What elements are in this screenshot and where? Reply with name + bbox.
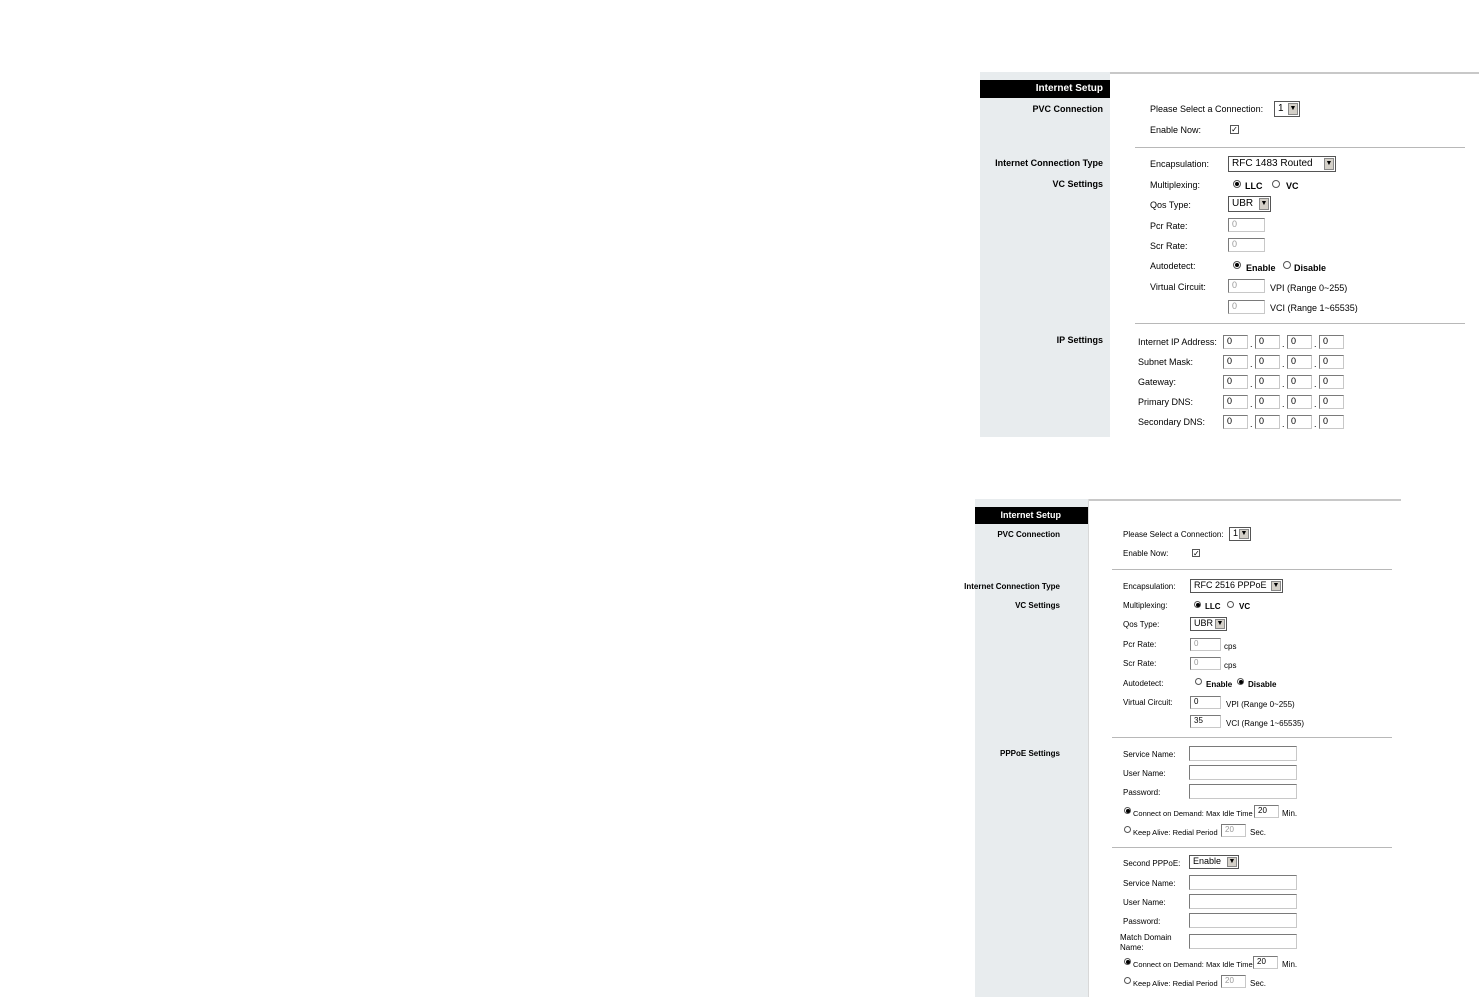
ip-octet-separator: . [1282, 379, 1285, 389]
autodetect-disable-radio[interactable] [1237, 678, 1244, 685]
virtual-circuit-label: Virtual Circuit: [1123, 698, 1173, 707]
max-idle-min-label: Min. [1282, 809, 1298, 818]
pcr-rate-label: Pcr Rate: [1150, 221, 1188, 231]
sidebar [980, 72, 1110, 437]
enable-now-label: Enable Now: [1150, 125, 1202, 135]
vc-radio[interactable] [1227, 601, 1234, 608]
pcr-rate-input[interactable]: 0 [1190, 638, 1221, 651]
ip-octet-separator: . [1314, 399, 1317, 409]
vc-label: VC [1239, 602, 1251, 611]
autodetect-label: Autodetect: [1150, 261, 1196, 271]
connection-value: 1 [1278, 103, 1284, 114]
sidebar-pvc-connection: PVC Connection [1032, 104, 1103, 114]
vci-input[interactable]: 0 [1228, 300, 1265, 314]
qos-type-value: UBR [1194, 618, 1214, 628]
second-pppoe-label: Second PPPoE: [1123, 859, 1181, 868]
enable-now-label: Enable Now: [1123, 549, 1169, 558]
autodetect-disable-label: Disable [1248, 680, 1277, 689]
ip-octet-separator: . [1250, 379, 1253, 389]
service-name2-label: Service Name: [1123, 879, 1176, 888]
ip-row-label: Gateway: [1138, 377, 1177, 387]
divider [1135, 147, 1465, 148]
ip-octet-input[interactable]: 0 [1319, 395, 1344, 409]
ip-octet-separator: . [1314, 359, 1317, 369]
user-name2-label: User Name: [1123, 898, 1166, 907]
top-border [1089, 499, 1401, 501]
qos-type-select[interactable] [1190, 617, 1227, 631]
second-pppoe-select[interactable] [1189, 855, 1239, 869]
vpi-input[interactable]: 0 [1190, 696, 1221, 709]
autodetect-disable-radio[interactable] [1283, 261, 1291, 269]
sidebar-internet-connection-type: Internet Connection Type [995, 158, 1103, 168]
top-border [1110, 72, 1479, 74]
divider [1112, 737, 1392, 738]
ip-octet-separator: . [1282, 359, 1285, 369]
ip-row-label: Internet IP Address: [1138, 337, 1217, 347]
keep-alive2-label: Keep Alive: Redial Period [1133, 979, 1218, 988]
user-name2-input[interactable] [1189, 894, 1297, 909]
divider [1112, 847, 1392, 848]
ip-octet-input[interactable]: 0 [1223, 395, 1248, 409]
ip-octet-input[interactable]: 0 [1287, 355, 1312, 369]
second-pppoe-value: Enable [1193, 856, 1222, 866]
redial-period2-input[interactable]: 20 [1221, 975, 1246, 988]
chevron-down-icon: ▼ [1228, 858, 1236, 865]
scr-rate-label: Scr Rate: [1123, 659, 1157, 668]
keep-alive2-radio[interactable] [1124, 977, 1131, 984]
ip-octet-input[interactable]: 0 [1255, 335, 1280, 349]
ip-octet-input[interactable]: 0 [1255, 375, 1280, 389]
ip-row-label: Secondary DNS: [1138, 417, 1206, 427]
chevron-down-icon: ▼ [1240, 530, 1248, 537]
chevron-down-icon: ▼ [1272, 582, 1280, 589]
sidebar-ip-settings: IP Settings [1056, 335, 1103, 345]
service-name2-input[interactable] [1189, 875, 1297, 890]
ip-row-label: Subnet Mask: [1138, 357, 1194, 367]
select-connection-label: Please Select a Connection: [1150, 104, 1264, 114]
ip-octet-separator: . [1250, 419, 1253, 429]
ip-octet-input[interactable]: 0 [1255, 355, 1280, 369]
vc-label: VC [1286, 181, 1299, 191]
ip-octet-separator: . [1250, 339, 1253, 349]
service-name-input[interactable] [1189, 746, 1297, 761]
divider [1135, 323, 1465, 324]
redial2-sec-label: Sec. [1250, 979, 1267, 988]
service-name-label: Service Name: [1123, 750, 1176, 759]
ip-octet-separator: . [1250, 399, 1253, 409]
ip-octet-separator: . [1314, 339, 1317, 349]
ip-octet-input[interactable]: 0 [1223, 415, 1248, 429]
chevron-down-icon: ▼ [1216, 620, 1224, 627]
ip-octet-separator: . [1282, 399, 1285, 409]
ip-octet-separator: . [1314, 419, 1317, 429]
encapsulation-select[interactable] [1228, 156, 1336, 172]
sidebar-title: Internet Setup [975, 507, 1088, 524]
password-input[interactable] [1189, 784, 1297, 799]
match-domain-input[interactable] [1189, 934, 1297, 949]
ip-octet-input[interactable]: 0 [1287, 335, 1312, 349]
ip-octet-input[interactable]: 0 [1255, 415, 1280, 429]
sidebar-vc-settings: VC Settings [1015, 601, 1060, 610]
vpi-range-label: VPI (Range 0~255) [1226, 700, 1295, 709]
sidebar [964, 499, 1088, 997]
scr-rate-input[interactable]: 0 [1190, 657, 1221, 670]
qos-type-select[interactable] [1228, 196, 1271, 212]
encapsulation-value: RFC 1483 Routed [1232, 158, 1313, 169]
ip-octet-input[interactable]: 0 [1287, 395, 1312, 409]
llc-radio[interactable] [1233, 180, 1241, 188]
ip-octet-input[interactable]: 0 [1223, 355, 1248, 369]
redial-sec-label: Sec. [1250, 828, 1267, 837]
max-idle2-min-label: Min. [1282, 960, 1298, 969]
connect-on-demand-label: Connect on Demand: Max Idle Time [1133, 809, 1253, 818]
encapsulation-label: Encapsulation: [1150, 159, 1210, 169]
keep-alive-radio[interactable] [1124, 826, 1131, 833]
llc-label: LLC [1205, 602, 1221, 611]
user-name-input[interactable] [1189, 765, 1297, 780]
ip-octet-input[interactable]: 0 [1287, 375, 1312, 389]
pcr-rate-label: Pcr Rate: [1123, 640, 1157, 649]
connection-value: 1 [1233, 528, 1239, 538]
panel-rfc1483 [980, 72, 1479, 437]
sidebar-internet-connection-type: Internet Connection Type [964, 582, 1060, 591]
qos-type-value: UBR [1232, 198, 1254, 209]
ip-octet-input[interactable]: 0 [1223, 375, 1248, 389]
ip-octet-input[interactable]: 0 [1255, 395, 1280, 409]
vc-radio[interactable] [1272, 180, 1280, 188]
max-idle-time-input[interactable]: 20 [1254, 805, 1279, 818]
divider [1112, 569, 1392, 570]
multiplexing-label: Multiplexing: [1123, 601, 1168, 610]
ip-octet-input[interactable]: 0 [1319, 415, 1344, 429]
virtual-circuit-label: Virtual Circuit: [1150, 282, 1206, 292]
redial-period-input[interactable]: 20 [1221, 824, 1246, 837]
ip-octet-input[interactable]: 0 [1319, 335, 1344, 349]
connect-on-demand-radio[interactable] [1124, 807, 1131, 814]
ip-octet-separator: . [1314, 379, 1317, 389]
select-connection-label: Please Select a Connection: [1123, 530, 1224, 539]
scr-rate-label: Scr Rate: [1150, 241, 1188, 251]
chevron-down-icon: ▼ [1259, 198, 1269, 210]
autodetect-enable-radio[interactable] [1195, 678, 1202, 685]
qos-type-label: Qos Type: [1150, 200, 1191, 210]
match-domain-label: Match Domain Name: [1120, 933, 1172, 952]
llc-label: LLC [1245, 181, 1263, 191]
connection-select[interactable] [1229, 527, 1251, 541]
chevron-down-icon: ▼ [1288, 103, 1298, 115]
ip-row-label: Primary DNS: [1138, 397, 1194, 407]
ip-octet-separator: . [1250, 359, 1253, 369]
vpi-range-label: VPI (Range 0~255) [1270, 283, 1348, 293]
autodetect-label: Autodetect: [1123, 679, 1164, 688]
max-idle-time2-input[interactable]: 20 [1253, 956, 1278, 969]
autodetect-enable-label: Enable [1246, 263, 1276, 273]
panel-rfc2516 [964, 499, 1401, 997]
autodetect-disable-label: Disable [1294, 263, 1327, 273]
encapsulation-label: Encapsulation: [1123, 582, 1176, 591]
sidebar-pvc-connection: PVC Connection [997, 530, 1060, 539]
password2-input[interactable] [1189, 913, 1297, 928]
ip-octet-input[interactable]: 0 [1223, 335, 1248, 349]
chevron-down-icon: ▼ [1324, 158, 1334, 170]
encapsulation-select[interactable] [1190, 579, 1283, 593]
llc-radio[interactable] [1194, 601, 1201, 608]
vci-range-label: VCI (Range 1~65535) [1270, 303, 1358, 313]
scr-cps-label: cps [1224, 661, 1237, 670]
autodetect-enable-label: Enable [1206, 680, 1233, 689]
ip-octet-input[interactable]: 0 [1319, 375, 1344, 389]
vpi-input[interactable]: 0 [1228, 279, 1265, 293]
enable-now-checkbox[interactable]: ✓ [1193, 549, 1200, 558]
password-label: Password: [1123, 788, 1161, 797]
ip-octet-input[interactable]: 0 [1319, 355, 1344, 369]
multiplexing-label: Multiplexing: [1150, 180, 1201, 190]
vci-range-label: VCI (Range 1~65535) [1226, 719, 1305, 728]
connection-select[interactable] [1274, 101, 1300, 117]
pcr-rate-input[interactable]: 0 [1228, 218, 1265, 232]
autodetect-enable-radio[interactable] [1233, 261, 1241, 269]
scr-rate-input[interactable]: 0 [1228, 238, 1265, 252]
vci-input[interactable]: 35 [1190, 715, 1221, 728]
content-area [1088, 499, 1401, 997]
qos-type-label: Qos Type: [1123, 620, 1160, 629]
user-name-label: User Name: [1123, 769, 1166, 778]
ip-octet-separator: . [1282, 339, 1285, 349]
connect-on-demand2-label: Connect on Demand: Max Idle Time [1133, 960, 1253, 969]
pcr-cps-label: cps [1224, 642, 1237, 651]
encapsulation-value: RFC 2516 PPPoE [1194, 580, 1267, 590]
sidebar-pppoe-settings: PPPoE Settings [999, 749, 1060, 758]
connect-on-demand2-radio[interactable] [1124, 958, 1131, 965]
enable-now-checkbox[interactable]: ✓ [1231, 125, 1238, 134]
ip-octet-input[interactable]: 0 [1287, 415, 1312, 429]
content-area [1110, 72, 1479, 437]
sidebar-vc-settings: VC Settings [1052, 179, 1103, 189]
keep-alive-label: Keep Alive: Redial Period [1133, 828, 1218, 837]
sidebar-title: Internet Setup [980, 80, 1110, 98]
ip-octet-separator: . [1282, 419, 1285, 429]
password2-label: Password: [1123, 917, 1161, 926]
